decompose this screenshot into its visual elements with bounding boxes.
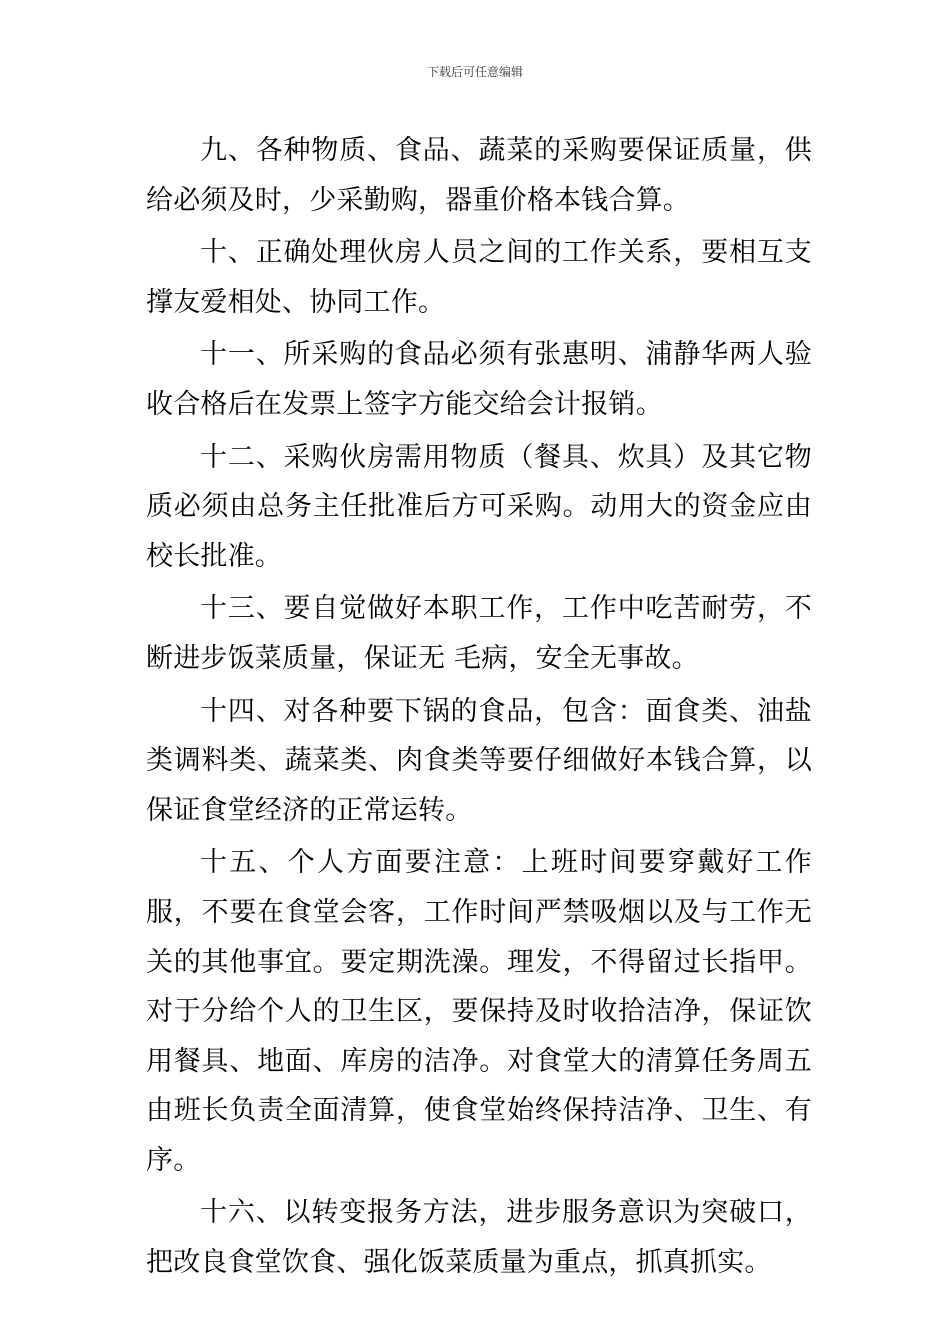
paragraph-11: 十一、所采购的食品必须有张惠明、浦静华两人验收合格后在发票上签字方能交给会计报销。 [146,339,812,420]
paragraph-10: 十、正确处理伙房人员之间的工作关系，要相互支撑友爱相处、协同工作。 [146,237,812,318]
paragraph-16: 十六、以转变报务方法，进步服务意识为突破口，把改良食堂饮食、强化饭菜质量为重点，抓真抓实。 [146,1197,812,1279]
paragraph-13: 十三、要自觉做好本职工作，工作中吃苦耐劳，不断进步饭菜质量，保证无 毛病，安全无事故。 [146,593,812,674]
paragraph-12: 十二、采购伙房需用物质（餐具、炊具）及其它物质必须由总务主任批准后方可采购。动用大的资金应由校长批准。 [146,441,812,572]
document-body [146,126,812,1291]
paragraph-9: 九、各种物质、食品、蔬菜的采购要保证质量，供给必须及时，少采勤购，器重价格本钱合算。 [146,135,812,216]
page-header-note: 下载后可任意编辑 [426,65,523,79]
paragraph-14: 十四、对各种要下锅的食品，包含：面食类、油盐类调料类、蔬菜类、肉食类等要仔细做好本钱合算，以保证食堂经济的正常运转。 [146,695,812,826]
paragraph-15: 十五、个人方面要注意：上班时间要穿戴好工作服，不要在食堂会客，工作时间严禁吸烟以及与工作无关的其他事宜。要定期洗澡。理发，不得留过长指甲。对于分给个人的卫生区，要保持及时收拾洁净，保证饮用餐具、地面、库房的洁净。对食堂大的清算任务周五由班长负责全面清算，使食堂始终保持洁净、卫生、有序。 [146,847,812,1176]
